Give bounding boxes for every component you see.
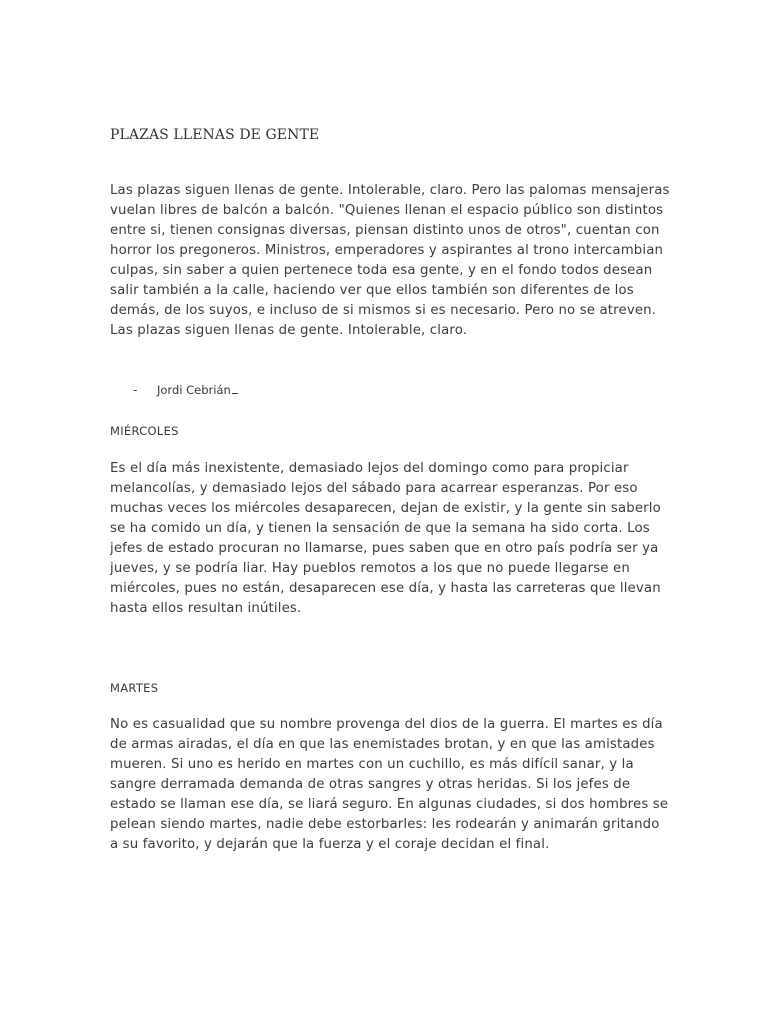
paragraph-martes: No es casualidad que su nombre provenga del dios de la guerra. El martes es día de armas airadas, el día en que las enemistades brotan, y en que las amistades mueren. Si uno es herido en martes con un cuchillo, es más difícil sanar, y la sangre derramada demanda de otras sangres y otras heridas. Si los jefes de estado se llaman ese día, se liará seguro. En algunas ciudades, si dos hombres se pelean siendo martes, nadie debe estorbarles: les rodearán y animarán gritando a su favorito, y dejarán que la fuerza y el coraje decidan el final. bbox=[110, 717, 669, 852]
heading-martes: MARTES bbox=[110, 681, 159, 695]
signature-dash: - bbox=[133, 383, 138, 397]
signature-line bbox=[133, 383, 238, 397]
signature-underline bbox=[232, 383, 238, 394]
document-title: PLAZAS LLENAS DE GENTE bbox=[110, 127, 320, 143]
signature-name: Jordi Cebrián bbox=[157, 383, 231, 397]
paragraph-miercoles: Es el día más inexistente, demasiado lejos del domingo como para propiciar melancolías, y demasiado lejos del sábado para acarrear esperanzas. Por eso muchas veces los miércoles desaparecen, dejan de existir, y la gente sin saberlo se ha comido un día, y tienen la sensación de que la semana ha sido corta. Los jefes de estado procuran no llamarse, pues saben que en otro país podría ser ya jueves, y se podría liar. Hay pueblos remotos a los que no puede llegarse en miércoles, pues no están, desaparecen ese día, y hasta las carreteras que llevan hasta ellos resultan inútiles. bbox=[110, 461, 661, 616]
paragraph-plazas: Las plazas siguen llenas de gente. Intolerable, claro. Pero las palomas mensajeras vuelan libres de balcón a balcón. "Quienes llenan el espacio público son distintos entre si, tienen consignas diversas, piensan distinto unos de otros", cuentan con horror los pregoneros. Ministros, emperadores y aspirantes al trono intercambian culpas, sin saber a quien pertenece toda esa gente, y en el fondo todos desean salir también a la calle, haciendo ver que ellos también son diferentes de los demás, de los suyos, e incluso de si mismos si es necesario. Pero no se atreven. Las plazas siguen llenas de gente. Intolerable, claro. bbox=[110, 183, 670, 338]
heading-miercoles: MIÉRCOLES bbox=[110, 424, 179, 438]
